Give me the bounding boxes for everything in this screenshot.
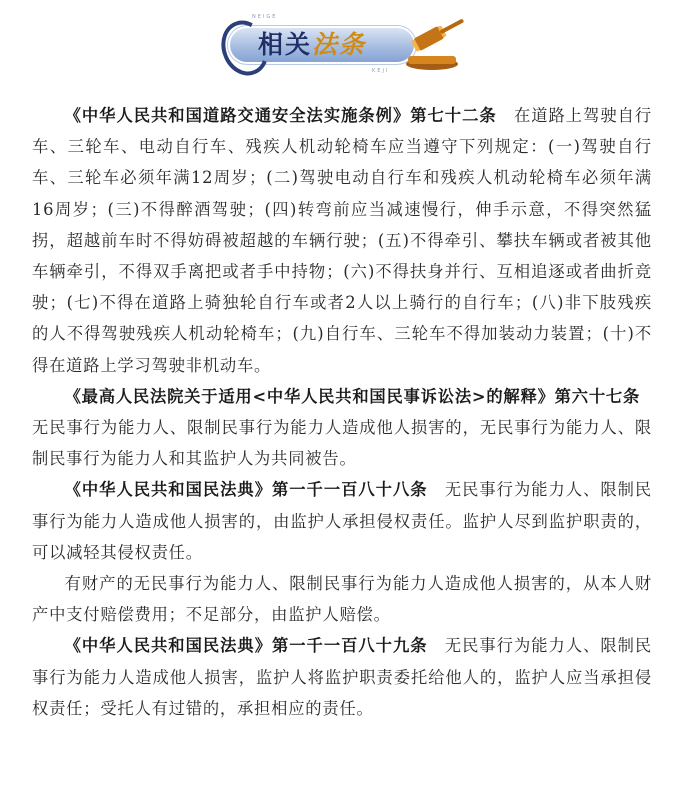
- law-text: 无民事行为能力人、限制民事行为能力人造成他人损害，监护人将监护职责委托给他人的，监护人应当承担侵权责任；受托人有过错的，承担相应的责任。: [32, 636, 652, 718]
- law-paragraph-5: [32, 630, 652, 724]
- section-title-part1: 相关: [258, 30, 313, 59]
- law-text: 在道路上驾驶自行车、三轮车、电动自行车、残疾人机动轮椅车应当遵守下列规定：(一)驾驶自行车、三轮车必须年满12周岁；(二)驾驶电动自行车和残疾人机动轮椅车必须年满16周岁；(三)不得醉酒驾驶；(四)转弯前应当减速慢行，伸手示意，不得突然猛拐，超越前车时不得妨碍被超越的车辆行驶；(五)不得牵引、攀扶车辆或者被其他车辆牵引，不得双手离把或者手中持物；(六)不得扶身并行、互相追逐或者曲折竞驶；(七)不得在道路上骑独轮自行车或者2人以上骑行的自行车；(八)非下肢残疾的人不得驾驶残疾人机动轮椅车；(九)自行车、三轮车不得加装动力装置；(十)不得在道路上学习驾驶非机动车。: [32, 106, 652, 375]
- law-citation: 《中华人民共和国道路交通安全法实施条例》第七十二条: [64, 106, 497, 125]
- law-citation: 《中华人民共和国民法典》第一千一百八十九条: [64, 636, 428, 656]
- law-paragraph-1: [32, 100, 652, 381]
- law-text: 有财产的无民事行为能力人、限制民事行为能力人造成他人损害的，从本人财产中支付赔偿费用；不足部分，由监护人赔偿。: [32, 574, 652, 625]
- law-content: [32, 100, 658, 724]
- header-tiny-top: NEIGE: [252, 14, 278, 20]
- section-title: [258, 29, 366, 61]
- law-paragraph-2: [32, 381, 658, 475]
- gavel-icon: [398, 16, 468, 72]
- law-paragraph-4: [32, 568, 652, 630]
- law-citation: 《中华人民共和国民法典》第一千一百八十八条: [64, 480, 428, 500]
- law-text: 无民事行为能力人、限制民事行为能力人造成他人损害的，由监护人承担侵权责任。监护人尽到监护职责的，可以减轻其侵权责任。: [32, 480, 652, 562]
- law-paragraph-3: [32, 474, 652, 568]
- law-text: 无民事行为能力人、限制民事行为能力人造成他人损害的，无民事行为能力人、限制民事行为能力人和其监护人为共同被告。: [32, 386, 658, 469]
- section-header: [222, 12, 472, 74]
- header-tiny-bottom: KEJI: [372, 68, 390, 74]
- law-citation: 《最高人民法院关于适用<中华人民共和国民事诉讼法>的解释》第六十七条: [64, 386, 641, 406]
- section-title-part2: 法条: [312, 30, 367, 59]
